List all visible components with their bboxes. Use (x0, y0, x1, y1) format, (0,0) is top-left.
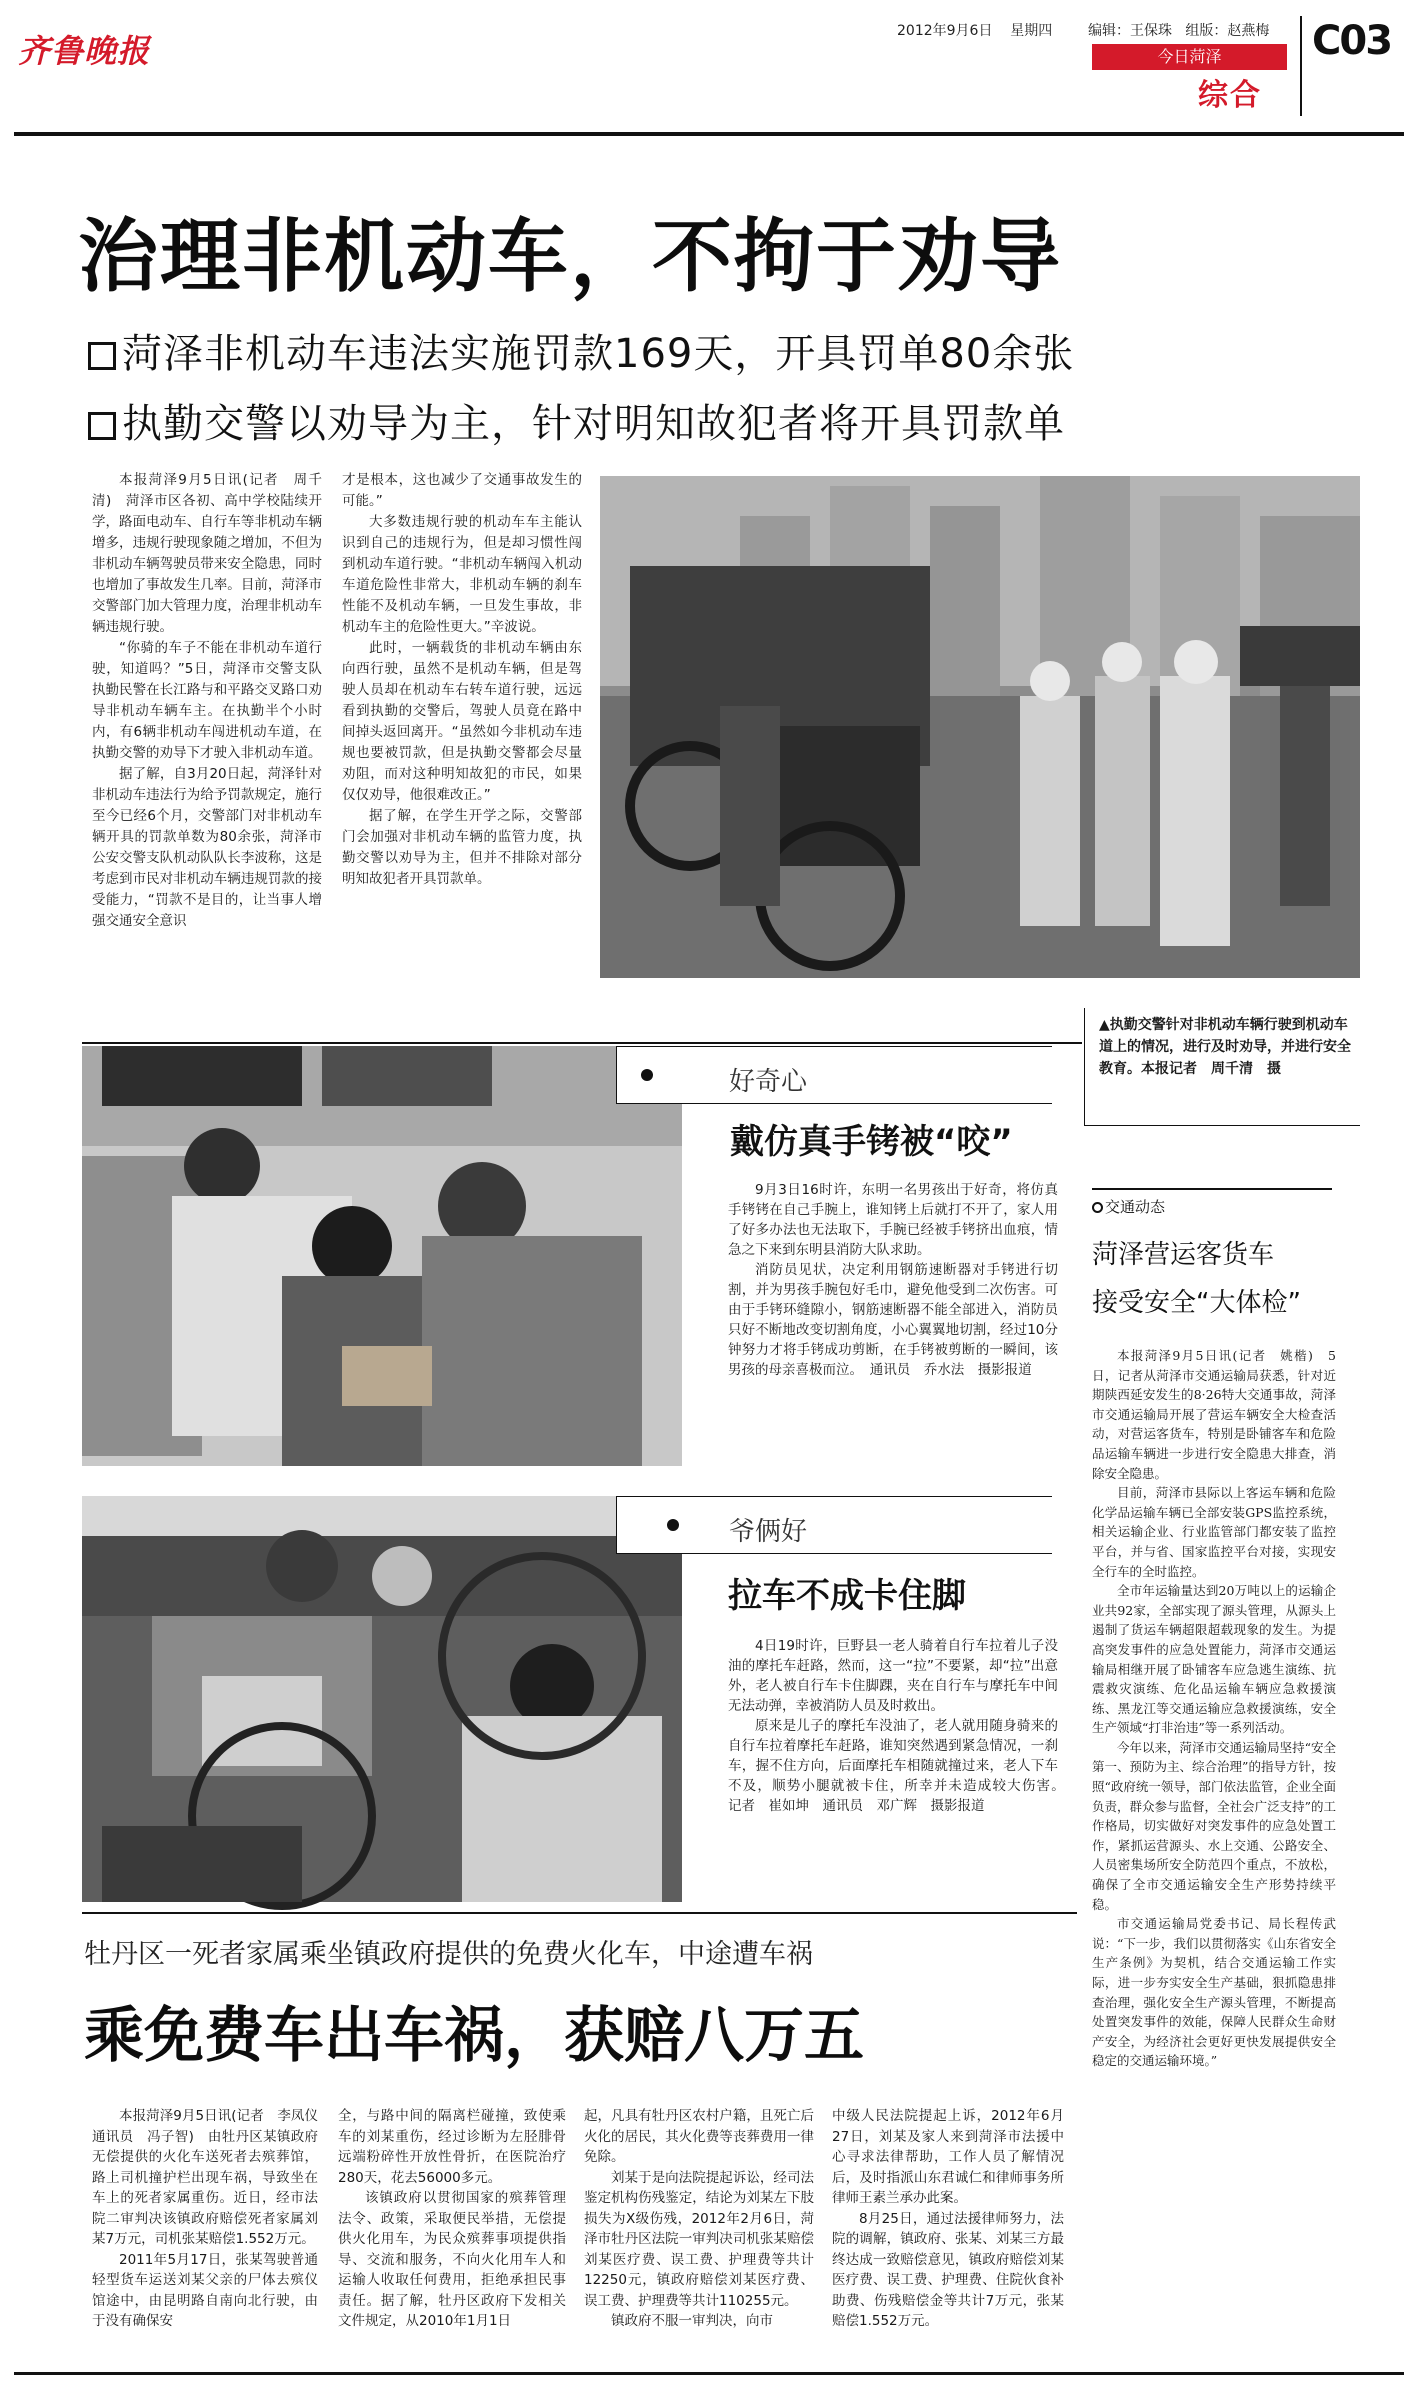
newspaper-logo: 齐鲁晚报 (18, 32, 151, 70)
bottom-column-1: 本报菏泽9月5日讯(记者 李凤仪 通讯员 冯子智) 由牡丹区某镇政府无偿提供的火化车送死者去殡葬馆，路上司机撞护栏出现车祸，导致坐在车上的死者家属重伤。近日，经市法院二审判决该镇政府赔偿死者家属刘某7万元，司机张某赔偿1.552万元。 2011年5月17日，张某驾驶普通轻型货车运送刘某父亲的尸体去殡仪馆途中，由昆明路自南向北行驶，由于没有确保安 (92, 2108, 332, 2329)
photo-caption-box (1084, 1008, 1360, 1126)
lead-column-1: 本报菏泽9月5日讯(记者 周千清) 菏泽市区各初、高中学校陆续开学，路面电动车、自行车等非机动车辆增多，违规行驶现象随之增加，不但为非机动车辆驾驶员带来安全隐患，同时也增加了事故发生几率。目前，菏泽市交警部门加大管理力度，治理非机动车辆违规行驶。 “你骑的车子不能在非机动车道行驶，知道吗？”5日，菏泽市交警支队执勤民警在长江路与和平路交叉路口劝导非机动车辆车主。在执勤半个小时内，有6辆非机动车闯进机动车道，在执勤交警的劝导下才驶入非机动车道。 据了解，自3月20日起，菏泽针对非机动车违法行为给予罚款规定，施行至今已经6个月，交警部门对非机动车辆开具的罚款单数为80余张，菏泽市公安交警支队机动队队长李波称，这是考虑到市民对非机动车辆违规罚款的接受能力，“罚款不是目的，让当事人增强交通安全意识 (92, 472, 322, 929)
lead-photo-caption: ▲执勤交警针对非机动车辆行驶到机动车道上的情况，进行及时劝导，并进行安全教育。本报记者 周千清 摄 (1099, 1017, 1351, 1077)
sidebar-headline-1: 菏泽营运客货车 (1092, 1240, 1275, 1270)
sidebar-headline-2: 接受安全“大体检” (1092, 1288, 1301, 1318)
issue-date: 2012年9月6日 星期四 (897, 23, 1053, 39)
circle-bullet-icon (1092, 1202, 1103, 1213)
masthead-rule (14, 132, 1404, 136)
story2-headline: 戴仿真手铐被“咬” (730, 1122, 1013, 1162)
story2-kicker-box: 好奇心 (616, 1046, 1052, 1104)
page-bottom-rule (14, 2372, 1404, 2375)
bottom-kicker: 牡丹区一死者家属乘坐镇政府提供的免费火化车，中途遭车祸 (84, 1939, 813, 1970)
page-divider (1300, 16, 1302, 116)
story2-body: 9月3日16时许，东明一名男孩出于好奇，将仿真手铐铐在自己手腕上，谁知铐上后就打不开了，家人用了好多办法也无法取下，手腕已经被手铐挤出血痕，情急之下来到东明县消防大队求助。 消防员见状，决定利用钢筋速断器对手铐进行切割，并为男孩手腕包好毛巾，避免他受到二次伤害。可由于手铐环缝隙小，钢筋速断器不能全部进入，消防员只好不断地改变切割角度，小心翼翼地切割，经过10分钟努力才将手铐成功剪断，在手铐被剪断的一瞬间，该男孩的母亲喜极而泣。 通讯员 乔水法 摄影报道 (728, 1182, 1058, 1378)
bottom-column-4: 中级人民法院提起上诉，2012年6月27日，刘某及家人来到菏泽市法援中心寻求法律帮助，工作人员了解情况后，及时指派山东君诚仁和律师事务所律师王素兰承办此案。 8月25日，通过法援律师努力，法院的调解，镇政府、张某、刘某三方最终达成一致赔偿意见，镇政府赔偿刘某医疗费、误工费、护理费、住院伙食补助费、伤残赔偿金等共计7万元，张某赔偿1.552万元。 (832, 2108, 1064, 2329)
story3-kicker-box: 爷俩好 (616, 1496, 1052, 1554)
sidebar-tag: 交通动态 (1092, 1196, 1165, 1217)
bullet-square-icon (88, 342, 116, 370)
bullet-dot-icon (641, 1069, 653, 1081)
section-name: 综合 (1198, 78, 1262, 113)
sidebar-top-rule (1092, 1188, 1332, 1190)
lead-headline: 治理非机动车，不拘于劝导 (78, 210, 1062, 303)
bottom-column-2: 全，与路中间的隔离栏碰撞，致使乘车的刘某重伤，经过诊断为左胫腓骨远端粉碎性开放性骨折，在医院治疗280天，花去56000多元。 该镇政府以贯彻国家的殡葬管理法令、政策，采取便民举措，无偿提供火化用车，为民众殡葬事项提供指导、交流和服务，不向火化用车人和运输人收取任何费用，拒绝承担民事责任。据了解，牡丹区政府下发相关文件规定，从2010年1月1日 (338, 2108, 566, 2329)
section-rule-bottom (82, 1912, 1077, 1914)
story3-photo (82, 1496, 682, 1902)
editor-credits: 编辑：王保珠 组版：赵燕梅 (1088, 23, 1270, 39)
bullet-square-icon (88, 412, 116, 440)
page-number: C03 (1312, 18, 1392, 64)
lead-column-2: 才是根本，这也减少了交通事故发生的可能。” 大多数违规行驶的机动车车主能认识到自己的违规行为，但是却习惯性闯到机动车道行驶。“非机动车辆闯入机动车道危险性非常大，非机动车辆的刹车性能不及机动车辆，一旦发生事故，非机动车主的危险性更大。”辛波说。 此时，一辆载货的非机动车辆由东向西行驶，虽然不是机动车辆，但是驾驶人员却在机动车右转车道行驶，远远看到执勤的交警后，驾驶人员竟在路中间掉头返回离开。“虽然如今非机动车违规也要被罚款，但是执勤交警都会尽量劝阻，而对这种明知故犯的市民，如果仅仅劝导，他很难改正。” 据了解，在学生开学之际，交警部门会加强对非机动车辆的监管力度，执勤交警以劝导为主，但并不排除对部分明知故犯者开具罚款单。 (342, 472, 582, 887)
story2-photo (82, 1046, 682, 1466)
section-rule-2 (82, 1042, 1082, 1044)
sidebar (1092, 1188, 1362, 2069)
lead-subhead-1: 菏泽非机动车违法实施罚款169天，开具罚单80余张 (88, 322, 1074, 379)
bullet-dot-icon (667, 1519, 679, 1531)
lead-subhead-2: 执勤交警以劝导为主，针对明知故犯者将开具罚款单 (88, 392, 1065, 449)
story3-body: 4日19时许，巨野县一老人骑着自行车拉着儿子没油的摩托车赶路，然而，这一“拉”不要紧，却“拉”出意外，老人被自行车卡住脚踝，夹在自行车与摩托车中间无法动弹，幸被消防人员及时救出。 原来是儿子的摩托车没油了，老人就用随身骑来的自行车拉着摩托车赶路，谁知突然遇到紧急情况，一刹车，握不住方向，后面摩托车相随就撞过来，老人下车不及，顺势小腿就被卡住，所幸并未造成较大伤害。 记者 崔如坤 通讯员 邓广辉 摄影报道 (728, 1638, 1072, 1814)
lead-photo (600, 476, 1360, 978)
bottom-headline: 乘免费车出车祸，获赔八万五 (84, 2001, 864, 2071)
bottom-column-3: 起，凡具有牡丹区农村户籍，且死亡后火化的居民，其火化费等丧葬费用一律免除。 刘某于是向法院提起诉讼，经司法鉴定机构伤残鉴定，结论为刘某左下肢损失为X级伤残，2012年2月6日，菏泽市牡丹区法院一审判决司机张某赔偿刘某医疗费、误工费、护理费等共计12250元，镇政府赔偿刘某医疗费、误工费、护理费等共计110255元。 镇政府不服一审判决，向市 (584, 2108, 814, 2329)
story3-headline: 拉车不成卡住脚 (728, 1576, 966, 1616)
sidebar-body: 本报菏泽9月5日讯(记者 姚楷) 5日，记者从菏泽市交通运输局获悉，针对近期陕西延安发生的8·26特大交通事故，菏泽市交通运输局开展了营运车辆安全大检查活动，对营运客货车，特别是卧铺客车和危险品运输车辆进一步进行安全隐患大排查，消除安全隐患。 目前，菏泽市县际以上客运车辆和危险化学品运输车辆已全部安装GPS监控系统，相关运输企业、行业监管部门都安装了监控平台，并与省、国家监控平台对接，实现安全行车的全时监控。 全市年运输量达到20万吨以上的运输企业共92家，全部实现了源头管理，从源头上遏制了货运车辆超限超载现象的发生。为提高突发事件的应急处置能力，菏泽市交通运输局相继开展了卧铺客车应急逃生演练、抗震救灾演练、危化品运输车辆应急救援演练、黑龙江等交通运输应急救援演练，安全生产领域“打非治违”等一系列活动。 今年以来，菏泽市交通运输局坚持“安全第一、预防为主、综合治理”的指导方针，按照“政府统一领导，部门依法监管，企业全面负责，群众参与监督，全社会广泛支持”的工作格局，切实做好对突发事件的应急处置工作，紧抓运营源头、水上交通、公路安全、人员密集场所安全防范四个重点，不放松，确保了全市交通运输安全生产形势持续平稳。 市交通运输局党委书记、局长程传武说：“下一步，我们以贯彻落实《山东省安全生产条例》为契机，结合交通运输工作实际，进一步夯实安全生产基础，狠抓隐患排查治理，强化安全生产源头管理，不断提高处置突发事件的效能，保障人民群众生命财产安全，为经济社会更好更快发展提供安全稳定的交通运输环境。” (1092, 1348, 1336, 2069)
section-tag: 今日菏泽 (1092, 44, 1287, 70)
